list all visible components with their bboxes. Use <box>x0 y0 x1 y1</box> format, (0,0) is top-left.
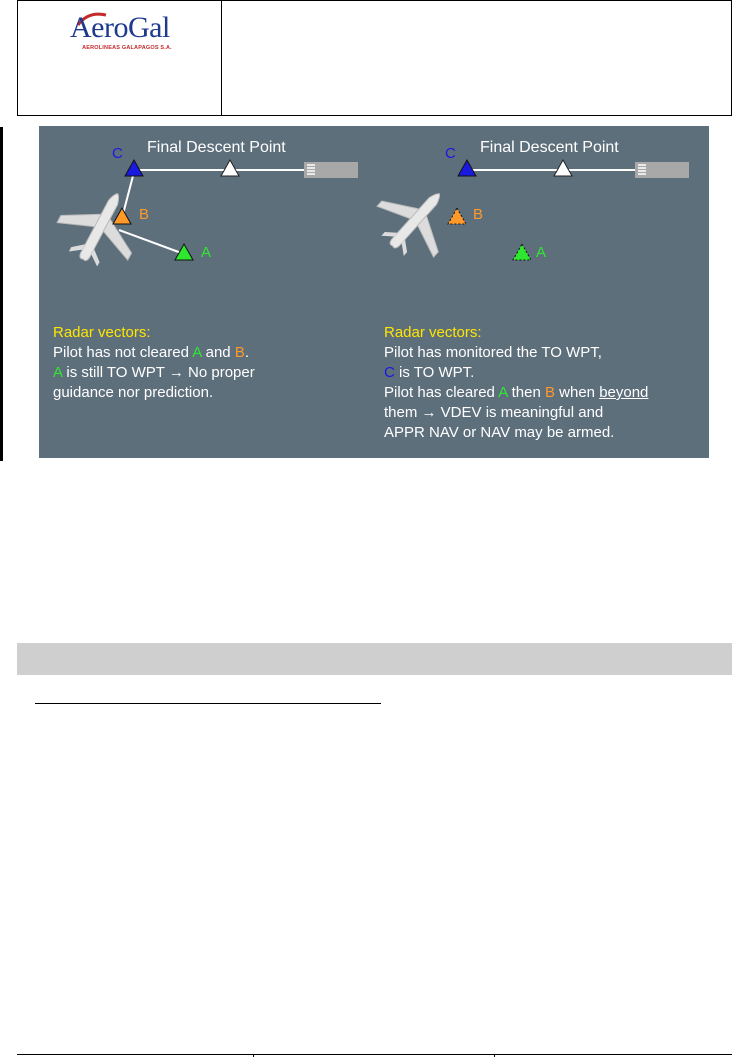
footer-tick-2 <box>494 1054 495 1057</box>
right-line-3-b: B <box>544 384 555 401</box>
footer-rule <box>17 1054 732 1055</box>
right-line-3-mid2: when <box>554 384 600 401</box>
point-c-marker-left <box>125 160 143 176</box>
right-line-3-text: Pilot has cleared <box>384 384 499 401</box>
footer-tick-1 <box>253 1054 254 1057</box>
header-divider <box>221 1 222 115</box>
underline-rule <box>35 703 381 704</box>
logo-subtitle: AEROLINEAS GALAPAGOS S.A. <box>82 45 172 51</box>
left-heading: Radar vectors: <box>53 324 151 341</box>
right-line-5: APPR NAV or NAV may be armed. <box>384 424 615 441</box>
left-line-2 <box>53 364 255 381</box>
right-heading: Radar vectors: <box>384 324 482 341</box>
point-b-marker-left <box>113 208 131 224</box>
airplane-left-icon <box>47 175 153 278</box>
left-title: Final Descent Point <box>147 139 286 156</box>
point-a-marker-right <box>513 244 531 260</box>
figure-graphics <box>39 126 709 458</box>
right-line-2 <box>384 364 474 381</box>
fdp-marker-left <box>221 160 239 176</box>
radar-vectors-figure <box>39 126 709 458</box>
left-line-2-text: is still TO WPT → No proper <box>62 364 255 381</box>
right-diagram <box>364 160 689 272</box>
point-c-marker-right <box>458 160 476 176</box>
right-line-3-beyond: beyond <box>599 384 649 401</box>
left-line-1-post: . <box>244 344 250 361</box>
left-label-a: A <box>201 244 212 261</box>
change-bar <box>0 127 3 461</box>
left-line-2-a: A <box>53 364 63 381</box>
right-label-a: A <box>536 244 547 261</box>
right-line-4: them → VDEV is meaningful and <box>384 404 604 421</box>
fdp-marker-right <box>554 160 572 176</box>
right-title: Final Descent Point <box>480 139 619 156</box>
section-heading-bar <box>17 643 732 675</box>
right-line-1: Pilot has monitored the TO WPT, <box>384 344 602 361</box>
logo-wordmark: AeroGal <box>70 11 170 44</box>
right-line-2-text: is TO WPT. <box>394 364 475 381</box>
left-line-1-mid: and <box>201 344 235 361</box>
left-label-b: B <box>139 206 150 223</box>
right-line-2-c: C <box>384 364 395 381</box>
header-table <box>17 0 732 116</box>
right-label-b: B <box>473 206 484 223</box>
right-line-3-a: A <box>498 384 508 401</box>
right-label-c: C <box>445 145 456 162</box>
left-label-c: C <box>112 145 123 162</box>
right-line-3-mid: then <box>507 384 545 401</box>
aerogal-logo <box>52 9 202 53</box>
left-line-1-text: Pilot has not cleared <box>53 344 193 361</box>
point-b-marker-right <box>448 208 466 224</box>
left-line-3: guidance nor prediction. <box>53 384 214 401</box>
left-line-1-b: B <box>234 344 245 361</box>
right-line-3 <box>384 384 648 401</box>
left-line-1-a: A <box>192 344 202 361</box>
left-line-1 <box>53 344 249 361</box>
